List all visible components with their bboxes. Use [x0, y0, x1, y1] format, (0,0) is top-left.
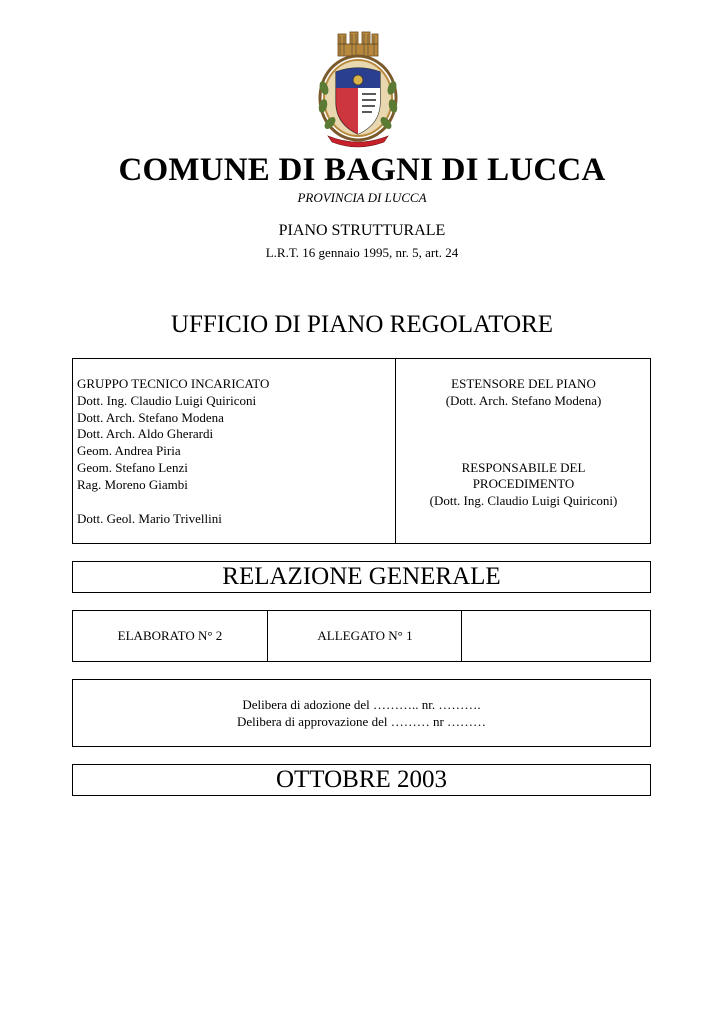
municipality-title: COMUNE DI BAGNI DI LUCCA — [118, 152, 606, 188]
technical-group-heading: GRUPPO TECNICO INCARICATO — [77, 376, 270, 391]
team-member: Dott. Arch. Stefano Modena — [77, 409, 224, 425]
team-box — [72, 358, 651, 544]
office-heading: UFFICIO DI PIANO REGOLATORE — [170, 311, 554, 338]
allegato-number: ALLEGATO N° 1 — [267, 611, 462, 661]
estensore-name: (Dott. Arch. Stefano Modena) — [445, 392, 602, 408]
law-reference: L.R.T. 16 gennaio 1995, nr. 5, art. 24 — [265, 245, 459, 260]
responsabile-name: (Dott. Ing. Claudio Luigi Quiriconi) — [429, 493, 618, 509]
team-member: Geom. Stefano Lenzi — [77, 459, 188, 475]
team-member: Dott. Arch. Aldo Gherardi — [77, 426, 214, 442]
responsabile-heading-cont: PROCEDIMENTO — [472, 476, 575, 492]
elaborato-number: ELABORATO N° 2 — [117, 628, 223, 643]
elaborato-table — [72, 610, 651, 662]
delibera-box — [72, 679, 651, 747]
document-date: OTTOBRE 2003 — [72, 764, 651, 796]
delibera-adozione: Delibera di adozione del ……….. nr. ………. — [242, 697, 481, 712]
delibera-approvazione: Delibera di approvazione del ……… nr ……… — [236, 713, 487, 729]
team-member: Geom. Andrea Piria — [77, 443, 181, 459]
plan-authors — [396, 376, 651, 510]
geologist: Dott. Geol. Mario Trivellini — [77, 510, 222, 526]
plan-type: PIANO STRUTTURALE — [278, 222, 446, 239]
team-member: Rag. Moreno Giambi — [77, 476, 188, 492]
estensore-heading: ESTENSORE DEL PIANO — [451, 376, 596, 391]
responsabile-heading: RESPONSABILE DEL — [461, 459, 586, 475]
empty-cell — [461, 611, 652, 661]
document-title: RELAZIONE GENERALE — [72, 561, 651, 593]
technical-group — [77, 376, 269, 527]
coat-of-arms-icon — [314, 28, 402, 148]
province-subtitle: PROVINCIA DI LUCCA — [297, 190, 427, 205]
team-member: Dott. Ing. Claudio Luigi Quiriconi — [77, 392, 257, 408]
